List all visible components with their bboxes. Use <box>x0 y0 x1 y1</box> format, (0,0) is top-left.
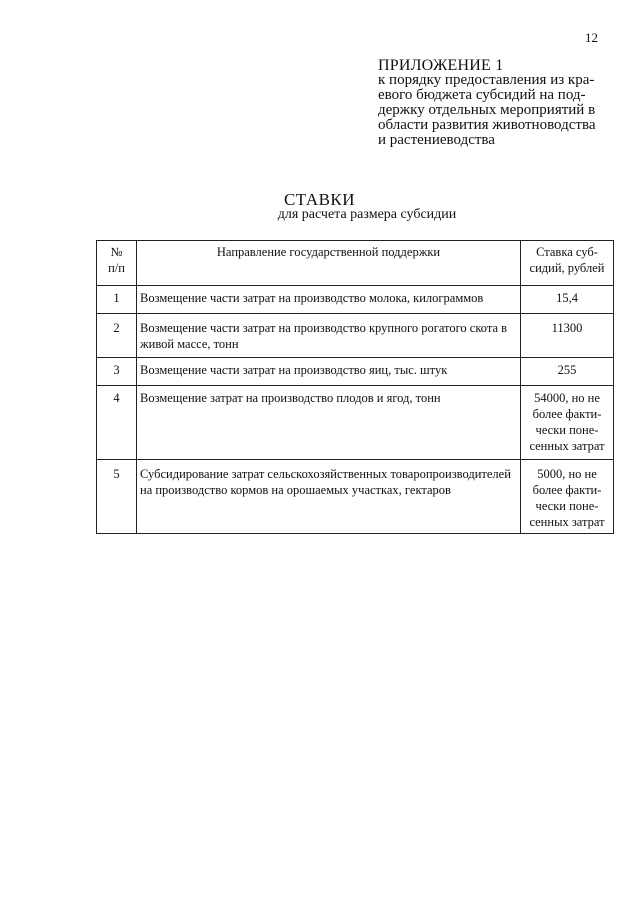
rate-line: 11300 <box>551 321 583 335</box>
appendix-line: держку отдельных мероприятий в <box>378 102 596 118</box>
rate-line: более факти- <box>532 483 602 497</box>
rate-line: 5000, но не <box>537 467 597 481</box>
appendix-line: и растениеводства <box>378 132 495 148</box>
row-rate <box>521 358 614 386</box>
table-row <box>97 358 614 386</box>
rate-line: 15,4 <box>556 291 578 305</box>
rate-line: чески поне- <box>535 499 599 513</box>
row-direction: Возмещение затрат на производство плодов и ягод, тонн <box>137 386 521 460</box>
header-number-line: № <box>110 245 123 259</box>
row-number: 2 <box>97 314 137 358</box>
rate-line: 255 <box>557 363 577 377</box>
header-direction: Направление государственной поддержки <box>137 241 521 286</box>
appendix-line: области развития животноводства <box>378 117 596 133</box>
row-direction: Возмещение части затрат на производство молока, килограммов <box>137 286 521 314</box>
rate-line: 54000, но не <box>534 391 600 405</box>
rates-table <box>96 240 614 534</box>
row-rate <box>521 460 614 534</box>
table-row <box>97 386 614 460</box>
rate-line: сенных затрат <box>529 439 605 453</box>
table-row <box>97 286 614 314</box>
table-row <box>97 460 614 534</box>
rate-line: более факти- <box>532 407 602 421</box>
row-direction: Возмещение части затрат на производство яиц, тыс. штук <box>137 358 521 386</box>
header-rate <box>521 241 614 286</box>
rate-line: сенных затрат <box>529 515 605 529</box>
header-number <box>97 241 137 286</box>
appendix-line: евого бюджета субсидий на под- <box>378 87 586 103</box>
row-rate <box>521 386 614 460</box>
row-number: 3 <box>97 358 137 386</box>
row-rate <box>521 314 614 358</box>
rate-line: чески поне- <box>535 423 599 437</box>
page-number: 12 <box>585 30 598 45</box>
header-rate-line: Ставка суб- <box>536 245 598 259</box>
document-subtitle: для расчета размера субсидии <box>277 207 457 222</box>
table-header-row <box>97 241 614 286</box>
row-number: 1 <box>97 286 137 314</box>
appendix-title: ПРИЛОЖЕНИЕ 1 <box>378 57 504 74</box>
document-title: СТАВКИ <box>283 190 356 209</box>
row-number: 5 <box>97 460 137 534</box>
row-direction: Субсидирование затрат сельскохозяйственных товаропроизводителей на производство кормов на орошаемых участках, гектаров <box>137 460 521 534</box>
row-number: 4 <box>97 386 137 460</box>
header-rate-line: сидий, рублей <box>529 261 605 275</box>
appendix-line: к порядку предоставления из кра- <box>378 72 595 88</box>
row-rate <box>521 286 614 314</box>
table-row <box>97 314 614 358</box>
appendix-block <box>378 58 618 148</box>
row-direction: Возмещение части затрат на производство крупного рогатого скота в живой массе, тонн <box>137 314 521 358</box>
header-number-line: п/п <box>108 261 125 275</box>
